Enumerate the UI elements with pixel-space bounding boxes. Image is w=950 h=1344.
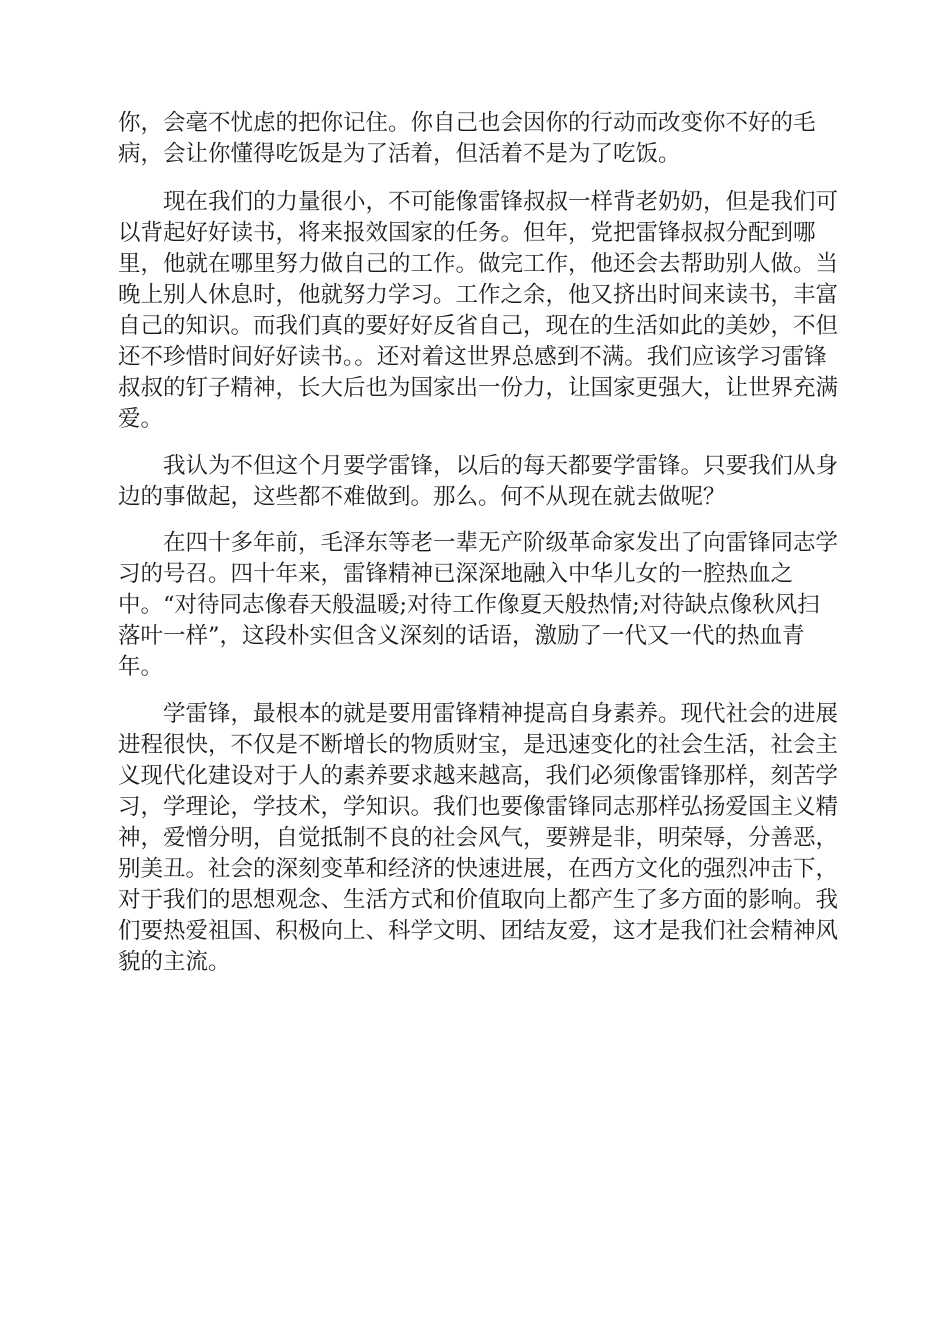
paragraph — [118, 699, 838, 978]
text-line: 落叶一样”，这段朴实但含义深刻的话语，激励了一代又一代的热血青 — [118, 623, 805, 649]
text-line: 中。“对待同志像春天般温暖;对待工作像夏天般热情;对待缺点像秋风扫 — [118, 592, 820, 618]
text-line: 现在我们的力量很小，不可能像雷锋叔叔一样背老奶奶，但是我们可 — [118, 189, 839, 215]
text-line: 病，会让你懂得吃饭是为了活着，但活着不是为了吃饭。 — [118, 141, 681, 167]
paragraph — [118, 187, 838, 435]
text-line: 进程很快，不仅是不断增长的物质财宝，是迅速变化的社会生活，社会主 — [118, 732, 839, 758]
text-line: 在四十多年前，毛泽东等老一辈无产阶级革命家发出了向雷锋同志学 — [118, 530, 839, 556]
text-line: 晚上别人休息时，他就努力学习。工作之余，他又挤出时间来读书，丰富 — [118, 282, 839, 308]
text-line: 还不珍惜时间好好读书。。还对着这世界总感到不满。我们应该学习雷锋 — [118, 344, 827, 370]
text-line: 们要热爱祖国、积极向上、科学文明、团结友爱，这才是我们社会精神风 — [118, 918, 839, 944]
text-line: 你，会毫不忧虑的把你记住。你自己也会因你的行动而改变你不好的毛 — [118, 110, 816, 136]
text-line: 学雷锋，最根本的就是要用雷锋精神提高自身素养。现代社会的进展 — [118, 701, 839, 727]
text-line: 里，他就在哪里努力做自己的工作。做完工作，他还会去帮助别人做。当 — [118, 251, 839, 277]
text-line: 我认为不但这个月要学雷锋，以后的每天都要学雷锋。只要我们从身 — [118, 453, 839, 479]
text-line: 神，爱憎分明，自觉抵制不良的社会风气，要辨是非，明荣辱，分善恶， — [118, 825, 839, 851]
text-line: 叔叔的钉子精神，长大后也为国家出一份力，让国家更强大，让世界充满 — [118, 375, 839, 401]
paragraph — [118, 528, 838, 683]
text-line: 自己的知识。而我们真的要好好反省自己，现在的生活如此的美妙，不但 — [118, 313, 839, 339]
text-line: 对于我们的思想观念、生活方式和价值取向上都产生了多方面的影响。我 — [118, 887, 839, 913]
document-page — [118, 108, 838, 978]
text-line: 习，学理论，学技术，学知识。我们也要像雷锋同志那样弘扬爱国主义精 — [118, 794, 839, 820]
text-line: 义现代化建设对于人的素养要求越来越高，我们必须像雷锋那样，刻苦学 — [118, 763, 839, 789]
text-line: 别美丑。社会的深刻变革和经济的快速进展，在西方文化的强烈冲击下， — [118, 856, 839, 882]
text-line: 貌的主流。 — [118, 949, 231, 975]
text-line: 边的事做起，这些都不难做到。那么。何不从现在就去做呢？ — [118, 484, 726, 510]
paragraph — [118, 451, 838, 513]
text-line: 年。 — [118, 654, 164, 680]
text-line: 爱。 — [118, 406, 164, 432]
text-line: 习的号召。四十年来，雷锋精神已深深地融入中华儿女的一腔热血之 — [118, 561, 794, 587]
paragraph — [118, 108, 838, 170]
text-line: 以背起好好读书，将来报效国家的任务。但年，党把雷锋叔叔分配到哪 — [118, 220, 816, 246]
